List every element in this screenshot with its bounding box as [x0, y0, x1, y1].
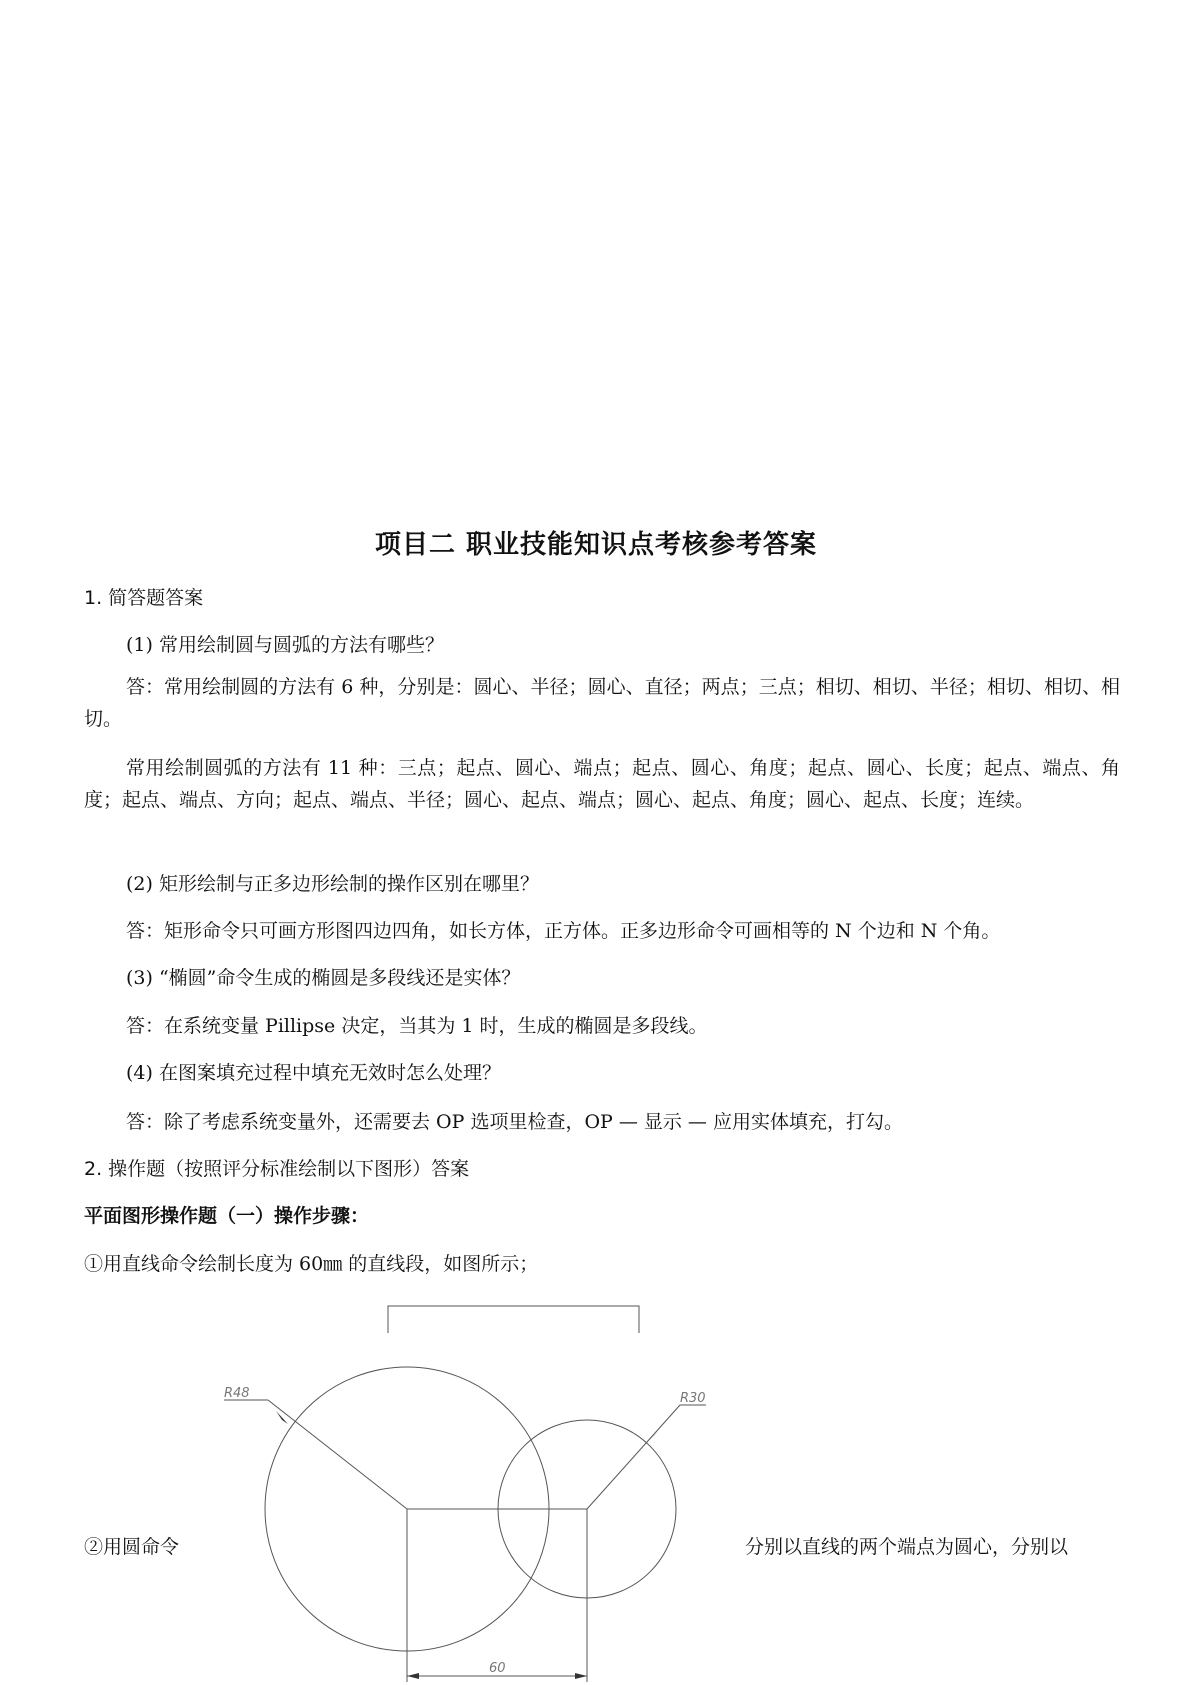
- answer-2: 答：矩形命令只可画方形图四边四角，如长方体，正方体。正多边形命令可画相等的 N 个边和 N 个角。: [126, 920, 1001, 942]
- answer-1-arcs: 常用绘制圆弧的方法有 11 种：三点；起点、圆心、端点；起点、圆心、角度；起点、圆心、长度；起点、端点、角度；起点、端点、方向；起点、端点、半径；圆心、起点、端点；圆心、起点、角度；圆心、起点、长度；连续。: [84, 757, 1120, 811]
- section1-heading: 1. 简答题答案: [84, 587, 204, 609]
- step-2-right: 分别以直线的两个端点为圆心，分别以: [745, 1536, 1069, 1558]
- top-bracket: [388, 1306, 639, 1333]
- answer-4: 答：除了考虑系统变量外，还需要去 OP 选项里检查，OP — 显示 — 应用实体填充，打勾。: [126, 1111, 903, 1133]
- leader-arrow-r48: [276, 1411, 288, 1424]
- question-4: (4) 在图案填充过程中填充无效时怎么处理？: [126, 1062, 501, 1084]
- section2-heading: 2. 操作题（按照评分标准绘制以下图形）答案: [84, 1158, 470, 1180]
- step-2-left: ②用圆命令: [84, 1536, 180, 1558]
- question-2: (2) 矩形绘制与正多边形绘制的操作区别在哪里？: [126, 873, 539, 895]
- question-1: (1) 常用绘制圆与圆弧的方法有哪些？: [126, 634, 444, 656]
- label-r30: R30: [680, 1391, 706, 1406]
- step-1: ①用直线命令绘制长度为 60㎜ 的直线段，如图所示；: [84, 1253, 539, 1275]
- question-3: (3) “椭圆”命令生成的椭圆是多段线还是实体？: [126, 967, 521, 989]
- label-r48: R48: [224, 1386, 250, 1401]
- answer-3: 答：在系统变量 Pillipse 决定，当其为 1 时，生成的椭圆是多段线。: [126, 1015, 708, 1037]
- answer-1-circles: 答：常用绘制圆的方法有 6 种，分别是：圆心、半径；圆心、直径；两点；三点；相切、相切、半径；相切、相切、相切。: [84, 676, 1120, 730]
- label-60: 60: [489, 1661, 506, 1676]
- section2-subheading: 平面图形操作题（一）操作步骤：: [84, 1205, 370, 1227]
- page-title: 项目二 职业技能知识点考核参考答案: [374, 530, 818, 560]
- leader-r48: [268, 1400, 407, 1509]
